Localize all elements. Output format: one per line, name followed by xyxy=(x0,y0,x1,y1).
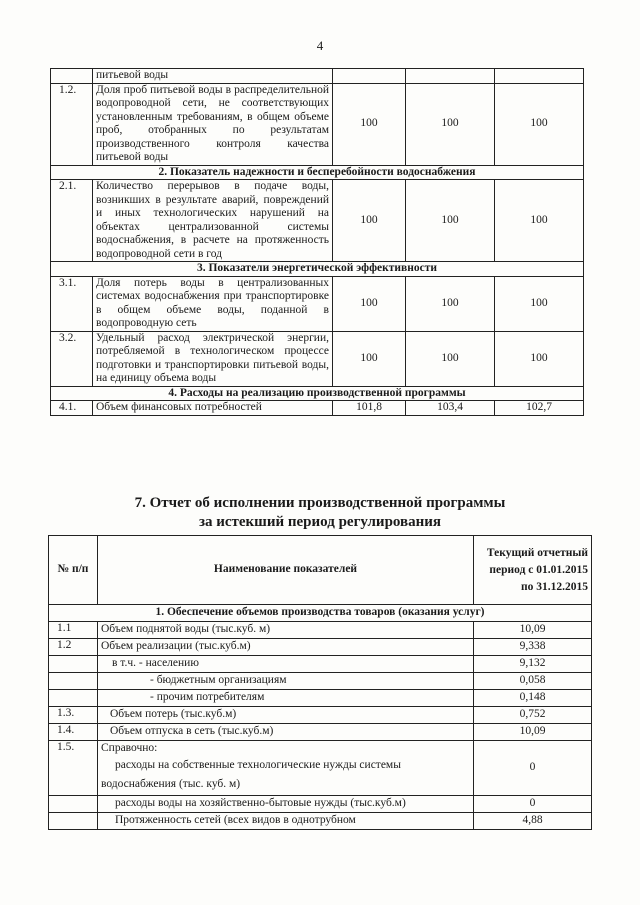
value-cell: 100 xyxy=(333,180,406,262)
table-row xyxy=(51,276,584,331)
value-cell: 100 xyxy=(333,83,406,165)
section-7-heading xyxy=(0,494,640,532)
indicator-name: питьевой воды xyxy=(93,69,333,84)
value-cell xyxy=(333,69,406,84)
performance-indicators-table xyxy=(50,68,584,416)
value-cell: 0,058 xyxy=(474,673,592,690)
value-cell: 100 xyxy=(406,83,495,165)
section-title: 4. Расходы на реализацию производственной программы xyxy=(51,386,584,401)
table-row xyxy=(49,673,592,690)
table-row xyxy=(51,69,584,84)
value-cell: 4,88 xyxy=(474,813,592,830)
value-cell: 100 xyxy=(495,83,584,165)
value-cell: 10,09 xyxy=(474,724,592,741)
row-number xyxy=(51,69,93,84)
reference-label: Справочно: xyxy=(101,742,158,755)
section-row xyxy=(51,165,584,180)
indicator-name xyxy=(98,813,474,830)
row-number: 1.4. xyxy=(49,724,98,741)
table-row xyxy=(49,639,592,656)
section-row xyxy=(49,605,592,622)
heading-line-2: за истекший период регулирования xyxy=(198,514,442,530)
value-cell: 101,8 xyxy=(333,401,406,416)
indicator-name: - прочим потребителям xyxy=(98,690,474,707)
indicator-name: Объем реализации (тыс.куб.м) xyxy=(98,639,474,656)
indicator-name: Объем поднятой воды (тыс.куб. м) xyxy=(98,622,474,639)
value-cell: 9,132 xyxy=(474,656,592,673)
section-title: 2. Показатель надежности и бесперебойности водоснабжения xyxy=(51,165,584,180)
row-number: 1.5. xyxy=(49,741,98,796)
table-row xyxy=(49,690,592,707)
row-number xyxy=(49,673,98,690)
row-number: 1.2 xyxy=(49,639,98,656)
table-row xyxy=(51,401,584,416)
value-cell: 0 xyxy=(474,796,592,813)
indicator-name: Доля потерь воды в централизованных системах водоснабжения при транспортировке в общем объеме воды, поданной в водопроводную сеть xyxy=(93,276,333,331)
value-cell: 9,338 xyxy=(474,639,592,656)
indicator-name xyxy=(98,796,474,813)
row-number: 2.1. xyxy=(51,180,93,262)
section-title: 3. Показатели энергетической эффективности xyxy=(51,262,584,277)
network-label: Протяженность сетей (всех видов в однотрубном xyxy=(115,814,356,827)
table-row xyxy=(51,180,584,262)
value-cell xyxy=(495,69,584,84)
value-cell: 100 xyxy=(495,331,584,386)
row-number: 3.2. xyxy=(51,331,93,386)
indicator-name: Объем отпуска в сеть (тыс.куб.м) xyxy=(98,724,474,741)
table-row xyxy=(51,331,584,386)
table-header-row xyxy=(49,536,592,605)
own-needs-label: расходы на собственные технологические нужды системы xyxy=(115,758,401,771)
row-number: 3.1. xyxy=(51,276,93,331)
value-cell: 10,09 xyxy=(474,622,592,639)
reference-row xyxy=(49,741,592,796)
indicator-name xyxy=(98,741,474,796)
value-cell: 100 xyxy=(406,331,495,386)
value-cell: 100 xyxy=(333,331,406,386)
table-row xyxy=(49,707,592,724)
indicator-name: - бюджетным организациям xyxy=(98,673,474,690)
row-number xyxy=(49,813,98,830)
value-cell: 100 xyxy=(406,180,495,262)
row-number: 4.1. xyxy=(51,401,93,416)
value-cell: 0,752 xyxy=(474,707,592,724)
value-cell: 102,7 xyxy=(495,401,584,416)
row-number xyxy=(49,656,98,673)
own-needs-label-cont: водоснабжения (тыс. куб. м) xyxy=(101,777,241,790)
row-number xyxy=(49,796,98,813)
reference-row xyxy=(49,813,592,830)
indicator-name: Объем потерь (тыс.куб.м) xyxy=(98,707,474,724)
row-number xyxy=(49,690,98,707)
value-cell xyxy=(406,69,495,84)
row-number: 1.1 xyxy=(49,622,98,639)
row-number: 1.3. xyxy=(49,707,98,724)
value-cell: 100 xyxy=(495,180,584,262)
value-cell: 100 xyxy=(333,276,406,331)
page-number: 4 xyxy=(316,38,324,53)
value-cell: 0 xyxy=(474,741,592,796)
header-period: Текущий отчетный период с 01.01.2015 по 31.12.2015 xyxy=(474,536,592,605)
indicator-name: Объем финансовых потребностей xyxy=(93,401,333,416)
value-cell: 103,4 xyxy=(406,401,495,416)
section-row xyxy=(51,262,584,277)
table-row xyxy=(51,83,584,165)
section-row xyxy=(51,386,584,401)
section-title: 1. Обеспечение объемов производства товаров (оказания услуг) xyxy=(49,605,592,622)
table-row xyxy=(49,724,592,741)
heading-line-1: 7. Отчет об исполнении производственной программы xyxy=(134,495,506,511)
indicator-name: в т.ч. - населению xyxy=(98,656,474,673)
header-name: Наименование показателей xyxy=(98,536,474,605)
indicator-name: Количество перерывов в подаче воды, возникших в результате аварий, повреждений и иных технологических нарушений на объектах централизованной системы водоснабжения, в расчете на протяженность водопроводной сети в год xyxy=(93,180,333,262)
table-row xyxy=(49,656,592,673)
table-row xyxy=(49,622,592,639)
value-cell: 100 xyxy=(495,276,584,331)
value-cell: 0,148 xyxy=(474,690,592,707)
reference-row xyxy=(49,796,592,813)
value-cell: 100 xyxy=(406,276,495,331)
program-execution-report-table xyxy=(48,535,592,830)
indicator-name: Доля проб питьевой воды в распределительной водопроводной сети, не соответствующих установленным требованиям, в общем объеме проб, отобранных по результатам производственного контроля качества питьевой воды xyxy=(93,83,333,165)
indicator-name: Удельный расход электрической энергии, потребляемой в технологическом процессе подготовки и транспортировки питьевой воды, на единицу объема воды xyxy=(93,331,333,386)
household-label: расходы воды на хозяйственно-бытовые нужды (тыс.куб.м) xyxy=(115,797,406,810)
row-number: 1.2. xyxy=(51,83,93,165)
header-number: № п/п xyxy=(49,536,98,605)
